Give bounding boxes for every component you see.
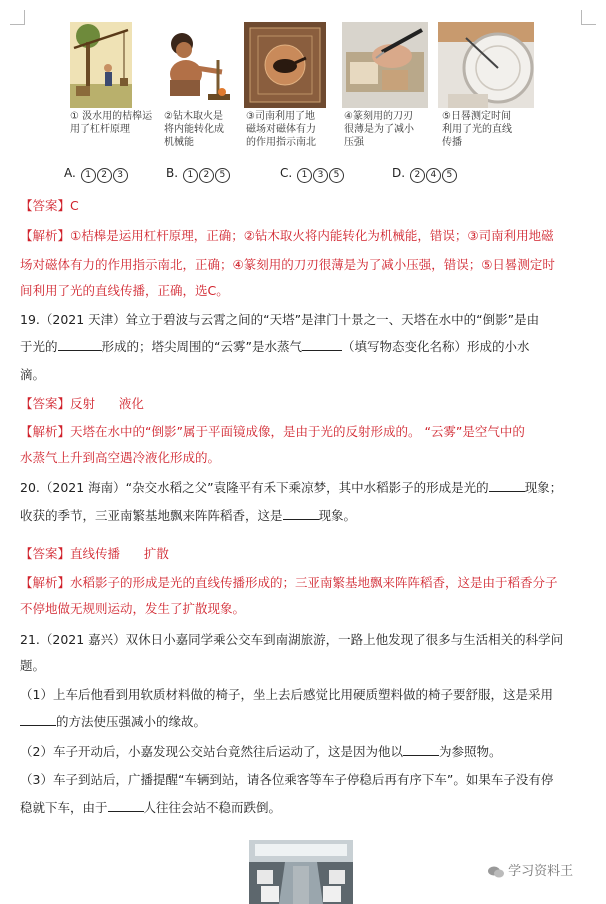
q21-sub2: （2）车子开动后，小嘉发现公交站台竟然往后运动了，这是因为他以 为参照物。 [20,744,502,759]
q19-stem-line: 滴。 [20,367,46,382]
page-corner-mark [10,10,25,25]
q18-analysis-line: 【解析】①桔槔是运用杠杆原理，正确；②钻木取火将内能转化为机械能，错误；③司南利用地磁 [20,228,554,243]
figure-caption-2: ②钻木取火是 将内能转化成 机械能 [164,111,224,148]
option-d: D. 2 4 5 [392,166,457,183]
watermark: 学习资料王 [488,860,573,879]
q20-analysis-line: 不停地做无规则运动，发生了扩散现象。 [20,601,246,616]
q20-analysis-line: 【解析】水稻影子的形成是光的直线传播形成的；三亚南繁基地飘来阵阵稻香，这是由于稻香分子 [20,575,558,590]
fill-blank [20,714,56,726]
carving-knife-icon [342,22,428,108]
drill-fire-icon [160,22,232,108]
q20-answer: 【答案】直线传播 扩散 [20,546,169,561]
q20-stem-line: 收获的季节，三亚南繁基地飘来阵阵稻香，这是 现象。 [20,508,357,523]
figure-caption-1: ① 汲水用的桔槔运 用了杠杆原理 [70,111,153,135]
wechat-icon [488,866,504,878]
q21-stem-line: 21.（2021 嘉兴）双休日小嘉同学乘公交车到南湖旅游，一路上他发现了很多与生活相关的科学问 [20,632,564,647]
q19-stem-line: 19.（2021 天津）耸立于碧波与云霄之间的“天塔”是津门十景之一、天塔在水中的“倒影”是由 [20,312,540,327]
figure-caption-4: ④篆刻用的刀刃 很薄是为了减小 压强 [344,111,414,148]
q21-sub3: （3）车子到站后，广播提醒“车辆到站，请各位乘客等车子停稳后再有序下车”。如果车子没有停 [20,772,554,787]
q19-analysis-line: 【解析】天塔在水中的“倒影”属于平面镜成像，是由于光的反射形成的。 “云雾”是空气中的 [20,424,525,439]
q19-analysis-line: 水蒸气上升到高空遇冷液化形成的。 [20,450,221,465]
q18-analysis-line: 间利用了光的直线传播，正确，选C。 [20,283,229,298]
q18-analysis-line: 场对磁体有力的作用指示南北，正确；④篆刻用的刀刃很薄是为了减小压强，错误；⑤日晷测定时 [20,257,555,272]
figure-caption-5: ⑤日晷测定时间 利用了光的直线 传播 [442,111,512,148]
q21-sub1-cont: 的方法使压强减小的缘故。 [20,714,206,730]
option-b: B. 1 2 5 [166,166,230,183]
compass-sinan-icon [244,22,326,108]
fill-blank [403,744,439,756]
option-c: C. 1 3 5 [280,166,344,183]
fill-blank [489,480,525,492]
fill-blank [283,508,319,520]
q19-answer: 【答案】反射 液化 [20,396,144,411]
q21-sub3-cont: 稳就下车，由于 人往往会站不稳而跌倒。 [20,800,282,815]
q20-stem-line: 20.（2021 海南）“杂交水稻之父”袁隆平有禾下乘凉梦，其中水稻影子的形成是光的 现象； [20,480,563,495]
page-corner-mark [581,10,596,25]
bus-interior-image [249,840,353,904]
sundial-icon [438,22,534,108]
fill-blank [302,339,342,351]
fill-blank [58,339,102,351]
fill-blank [108,800,144,812]
figure-caption-3: ③司南利用了地 磁场对磁体有力 的作用指示南北 [246,111,316,148]
q21-stem-line: 题。 [20,658,46,673]
well-sweep-icon [70,22,132,108]
q18-answer: 【答案】C [20,198,79,213]
q21-sub1: （1）上车后他看到用软质材料做的椅子，坐上去后感觉比用硬质塑料做的椅子要舒服，这是采用 [20,687,553,702]
q19-stem-line: 于光的 形成的；塔尖周围的“云雾”是水蒸气 （填写物态变化名称）形成的小水 [20,339,530,354]
option-a: A. 1 2 3 [64,166,128,183]
